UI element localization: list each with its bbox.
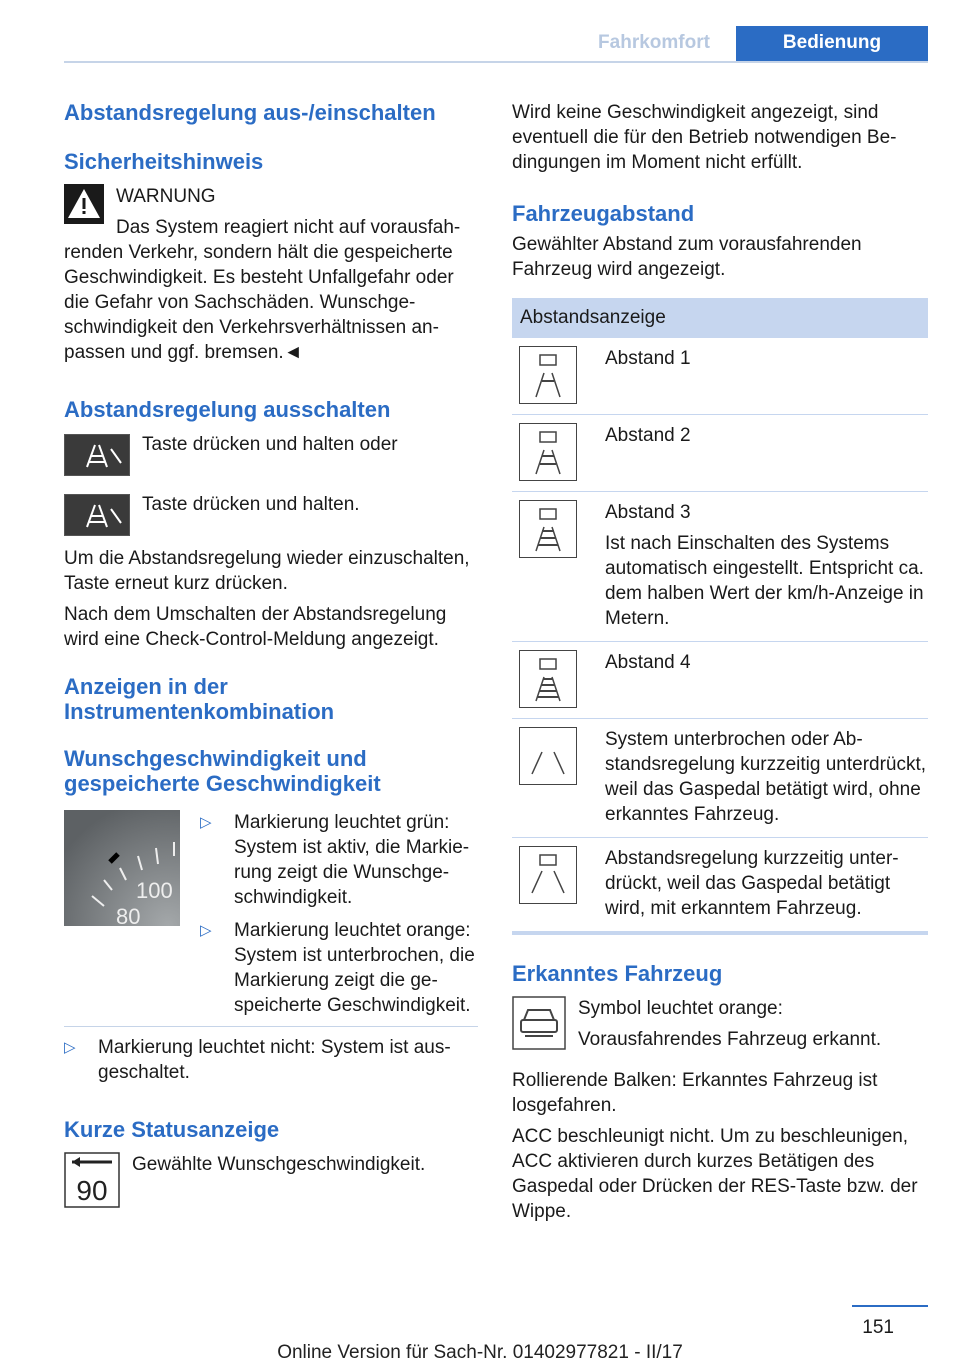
acc-button-icon [64, 494, 130, 536]
row-title: Abstandsregelung kurzzeitig unterdrückt, weil das Gaspedal betätigt wird, mit erkanntem Fahrzeug. [605, 848, 899, 919]
bullet-triangle-icon: ▷ [200, 814, 212, 831]
row-description: Ist nach Einschalten des Systems automatisch eingestellt. Entspricht ca. dem halben Wert der km/h-Anzeige in Metern. [605, 533, 924, 629]
row-title: Abstand 3 [605, 502, 691, 523]
detected-line-2: Vorausfahrendes Fahrzeug erkannt. [578, 1029, 882, 1050]
key2-text: Taste drücken und halten. [142, 494, 360, 515]
status-block [64, 1152, 478, 1208]
speed-heading: Wunschgeschwindigkeit und gespeicherte Geschwindigkeit [64, 746, 381, 796]
intro-text: Wird keine Geschwindigkeit angezeigt, sind eventuell die für den Betrieb notwendigen Bedingungen im Moment nicht erfüllt. [512, 102, 897, 173]
distance-4-icon [519, 650, 577, 708]
row-title: Abstand 2 [605, 425, 691, 446]
off-heading: Abstandsregelung ausschalten [64, 397, 391, 422]
status-heading: Kurze Statusanzeige [64, 1117, 280, 1142]
table-row [512, 492, 928, 642]
page-number: 151 [862, 1317, 894, 1338]
safety-heading: Sicherheitshinweis [64, 149, 264, 174]
tab-fahrkomfort[interactable]: Fahrkomfort [598, 32, 710, 53]
row-title: Abstand 4 [605, 652, 691, 673]
acc-button-icon [64, 434, 130, 476]
para-rolling: Rollierende Balken: Erkanntes Fahrzeug ist losgefahren. [512, 1070, 878, 1116]
set-speed-value: 90 [76, 1175, 108, 1206]
detected-line-1: Symbol leuchtet orange: [578, 998, 783, 1019]
warning-icon [64, 184, 104, 224]
para-reactivate: Um die Abstandsregelung wieder einzuschalten, Taste erneut kurz drücken. [64, 548, 470, 594]
tab-bedienung[interactable]: Bedienung [736, 26, 928, 62]
bullet-item [64, 1026, 478, 1085]
distance-heading: Fahrzeugabstand [512, 201, 695, 226]
warning-text-first: Das System reagiert nicht auf vorausfah- [116, 217, 461, 238]
table-row [512, 338, 928, 415]
bullet-triangle-icon: ▷ [200, 922, 212, 939]
speedometer-image [64, 810, 180, 926]
warning-text: renden Verkehr, sondern hält die gespeicherte Geschwindigkeit. Es besteht Unfallgefahr oder die Gefahr von Sachschäden. Wunschgeschwindigkeit den Verkehrsverhältnissen anpassen und ggf. bremsen.◄ [64, 242, 454, 363]
speed-block [64, 810, 478, 1018]
right-column [512, 100, 928, 1224]
speedo-label: 80 [116, 904, 141, 926]
speedo-label: 100 [136, 878, 173, 903]
detected-block [512, 996, 928, 1052]
bullet-text: Markierung leuchtet grün: System ist aktiv, die Markierung zeigt die Wunschgeschwindigkeit. [234, 812, 470, 908]
warning-block [64, 184, 478, 240]
detected-heading: Erkanntes Fahrzeug [512, 961, 723, 986]
footer-rule [852, 1305, 928, 1307]
section-title: Abstandsregelung aus-/einschalten [64, 100, 436, 125]
header-rule [64, 61, 928, 63]
distance-1-icon [519, 346, 577, 404]
row-title: Abstand 1 [605, 348, 691, 369]
table-row [512, 642, 928, 719]
warning-title: WARNUNG [116, 186, 216, 207]
key-row-2 [64, 492, 478, 536]
row-title: System unterbrochen oder Abstandsregelung kurzzeitig unterdrückt, weil das Gaspedal betätigt wird, ohne erkanntes Fahrzeug. [605, 729, 927, 825]
bullet-item [200, 918, 478, 1018]
suppressed-with-vehicle-icon [519, 846, 577, 904]
vehicle-icon [512, 996, 566, 1050]
para-acc: ACC beschleunigt nicht. Um zu beschleunigen, ACC aktivieren durch kurzes Betätigen des Gaspedal oder Drücken der RES-Taste bzw. der Wippe. [512, 1126, 918, 1222]
table-row [512, 838, 928, 931]
bullet-text: Markierung leuchtet orange: System ist unterbrochen, die Markierung zeigt die gespeicherte Geschwindigkeit. [234, 920, 475, 1016]
table-header: Abstandsanzeige [512, 298, 928, 338]
online-version-note: Online Version für Sach-Nr. 01402977821 - II/17 [277, 1342, 683, 1363]
bullet-text: Markierung leuchtet nicht: System ist ausgeschaltet. [98, 1037, 451, 1083]
bullet-item [200, 810, 478, 910]
cluster-heading: Anzeigen in der Instrumentenkombination [64, 674, 335, 724]
status-text: Gewählte Wunschgeschwindigkeit. [132, 1154, 426, 1175]
table-end-rule [512, 931, 928, 935]
distance-2-icon [519, 423, 577, 481]
distance-3-icon [519, 500, 577, 558]
interrupted-icon [519, 727, 577, 785]
key-row-1 [64, 432, 478, 476]
para-check-control: Nach dem Umschalten der Abstandsregelung wird eine Check-Control-Meldung angezeigt. [64, 604, 447, 650]
table-row [512, 415, 928, 492]
table-row [512, 719, 928, 838]
set-speed-icon [64, 1152, 120, 1208]
distance-table [512, 298, 928, 935]
bullet-triangle-icon: ▷ [64, 1039, 76, 1056]
left-column [64, 100, 478, 1208]
distance-text: Gewählter Abstand zum vorausfahrenden Fahrzeug wird angezeigt. [512, 234, 862, 280]
key1-text: Taste drücken und halten oder [142, 434, 398, 455]
